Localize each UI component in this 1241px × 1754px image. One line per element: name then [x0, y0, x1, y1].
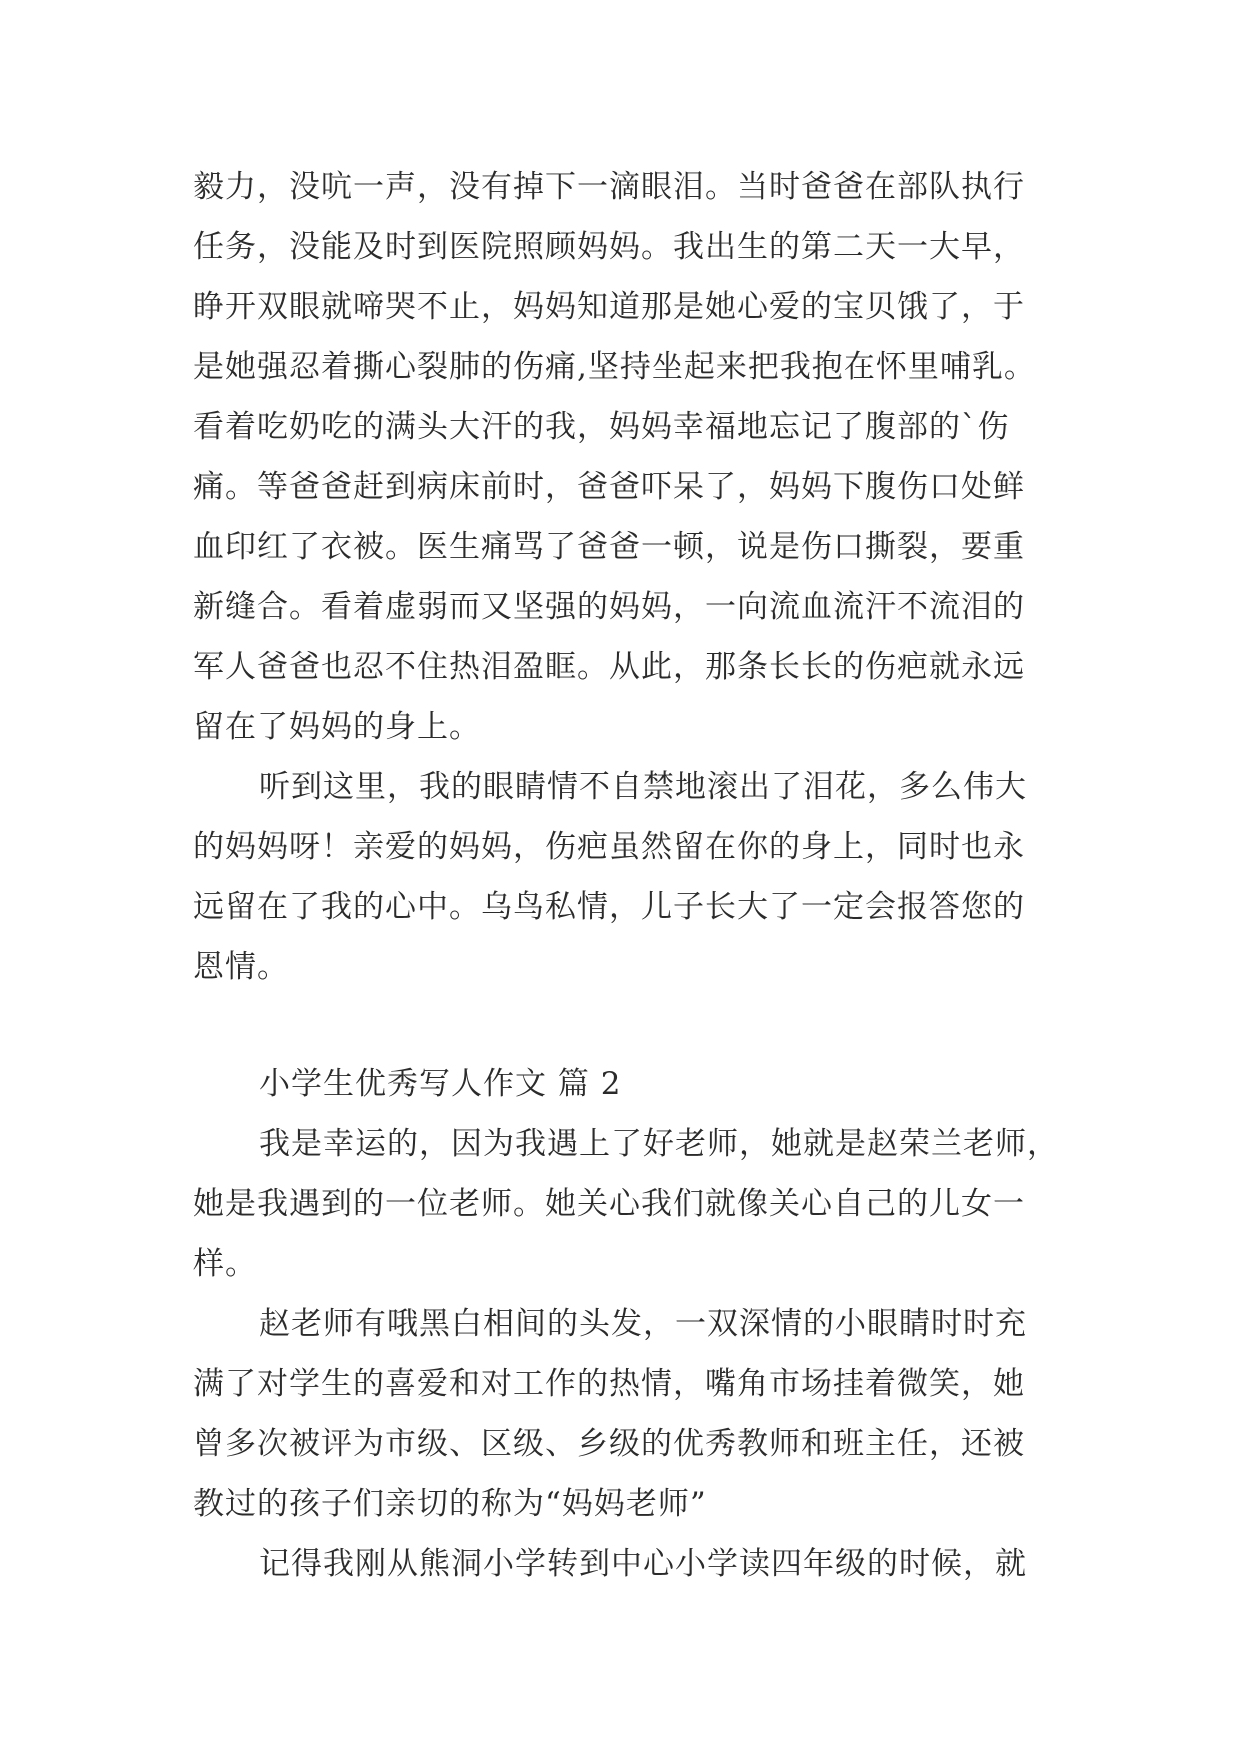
- paragraph-school-transfer: [193, 1534, 1053, 1594]
- section-title: 小学生优秀写人作文 篇 2: [259, 1066, 622, 1102]
- text-line: 赵老师有哦黑白相间的头发，一双深情的小眼睛时时充: [259, 1306, 1027, 1342]
- text-line: 远留在了我的心中。乌鸟私情，儿子长大了一定会报答您的: [193, 889, 1025, 925]
- text-line: 新缝合。看着虚弱而又坚强的妈妈，一向流血流汗不流泪的: [193, 589, 1025, 625]
- paragraph-teacher-description: [193, 1294, 1053, 1534]
- text-line: 听到这里，我的眼睛情不自禁地滚出了泪花，多么伟大: [259, 769, 1027, 805]
- text-line: 样。: [193, 1246, 257, 1282]
- text-line: 军人爸爸也忍不住热泪盈眶。从此，那条长长的伤疤就永远: [193, 649, 1025, 685]
- paragraph-mother-scar-story: [193, 157, 1053, 757]
- text-line: 我是幸运的，因为我遇上了好老师，她就是赵荣兰老师，: [259, 1126, 1059, 1162]
- text-line: 记得我刚从熊洞小学转到中心小学读四年级的时候，就: [259, 1546, 1027, 1582]
- text-line: 看着吃奶吃的满头大汗的我，妈妈幸福地忘记了腹部的`伤: [193, 409, 1010, 445]
- text-line: 毅力，没吭一声，没有掉下一滴眼泪。当时爸爸在部队执行: [193, 169, 1025, 205]
- text-line: 曾多次被评为市级、区级、乡级的优秀教师和班主任，还被: [193, 1426, 1025, 1462]
- section-heading: [193, 1054, 1053, 1114]
- text-line: 她是我遇到的一位老师。她关心我们就像关心自己的儿女一: [193, 1186, 1025, 1222]
- paragraph-gratitude: [193, 757, 1053, 997]
- text-line: 满了对学生的喜爱和对工作的热情，嘴角市场挂着微笑，她: [193, 1366, 1025, 1402]
- text-line: 的妈妈呀！亲爱的妈妈，伤疤虽然留在你的身上，同时也永: [193, 829, 1025, 865]
- text-line: 睁开双眼就啼哭不止，妈妈知道那是她心爱的宝贝饿了，于: [193, 289, 1025, 325]
- text-line: 留在了妈妈的身上。: [193, 709, 481, 745]
- text-line: 痛。等爸爸赶到病床前时，爸爸吓呆了，妈妈下腹伤口处鲜: [193, 469, 1025, 505]
- text-line: 是她强忍着撕心裂肺的伤痛,坚持坐起来把我抱在怀里哺乳。: [193, 349, 1036, 385]
- text-line: 教过的孩子们亲切的称为“妈妈老师”: [193, 1486, 707, 1522]
- text-line: 恩情。: [193, 949, 289, 985]
- paragraph-lucky-teacher: [193, 1114, 1059, 1294]
- text-line: 任务，没能及时到医院照顾妈妈。我出生的第二天一大早，: [193, 229, 1025, 265]
- text-line: 血印红了衣被。医生痛骂了爸爸一顿，说是伤口撕裂，要重: [193, 529, 1025, 565]
